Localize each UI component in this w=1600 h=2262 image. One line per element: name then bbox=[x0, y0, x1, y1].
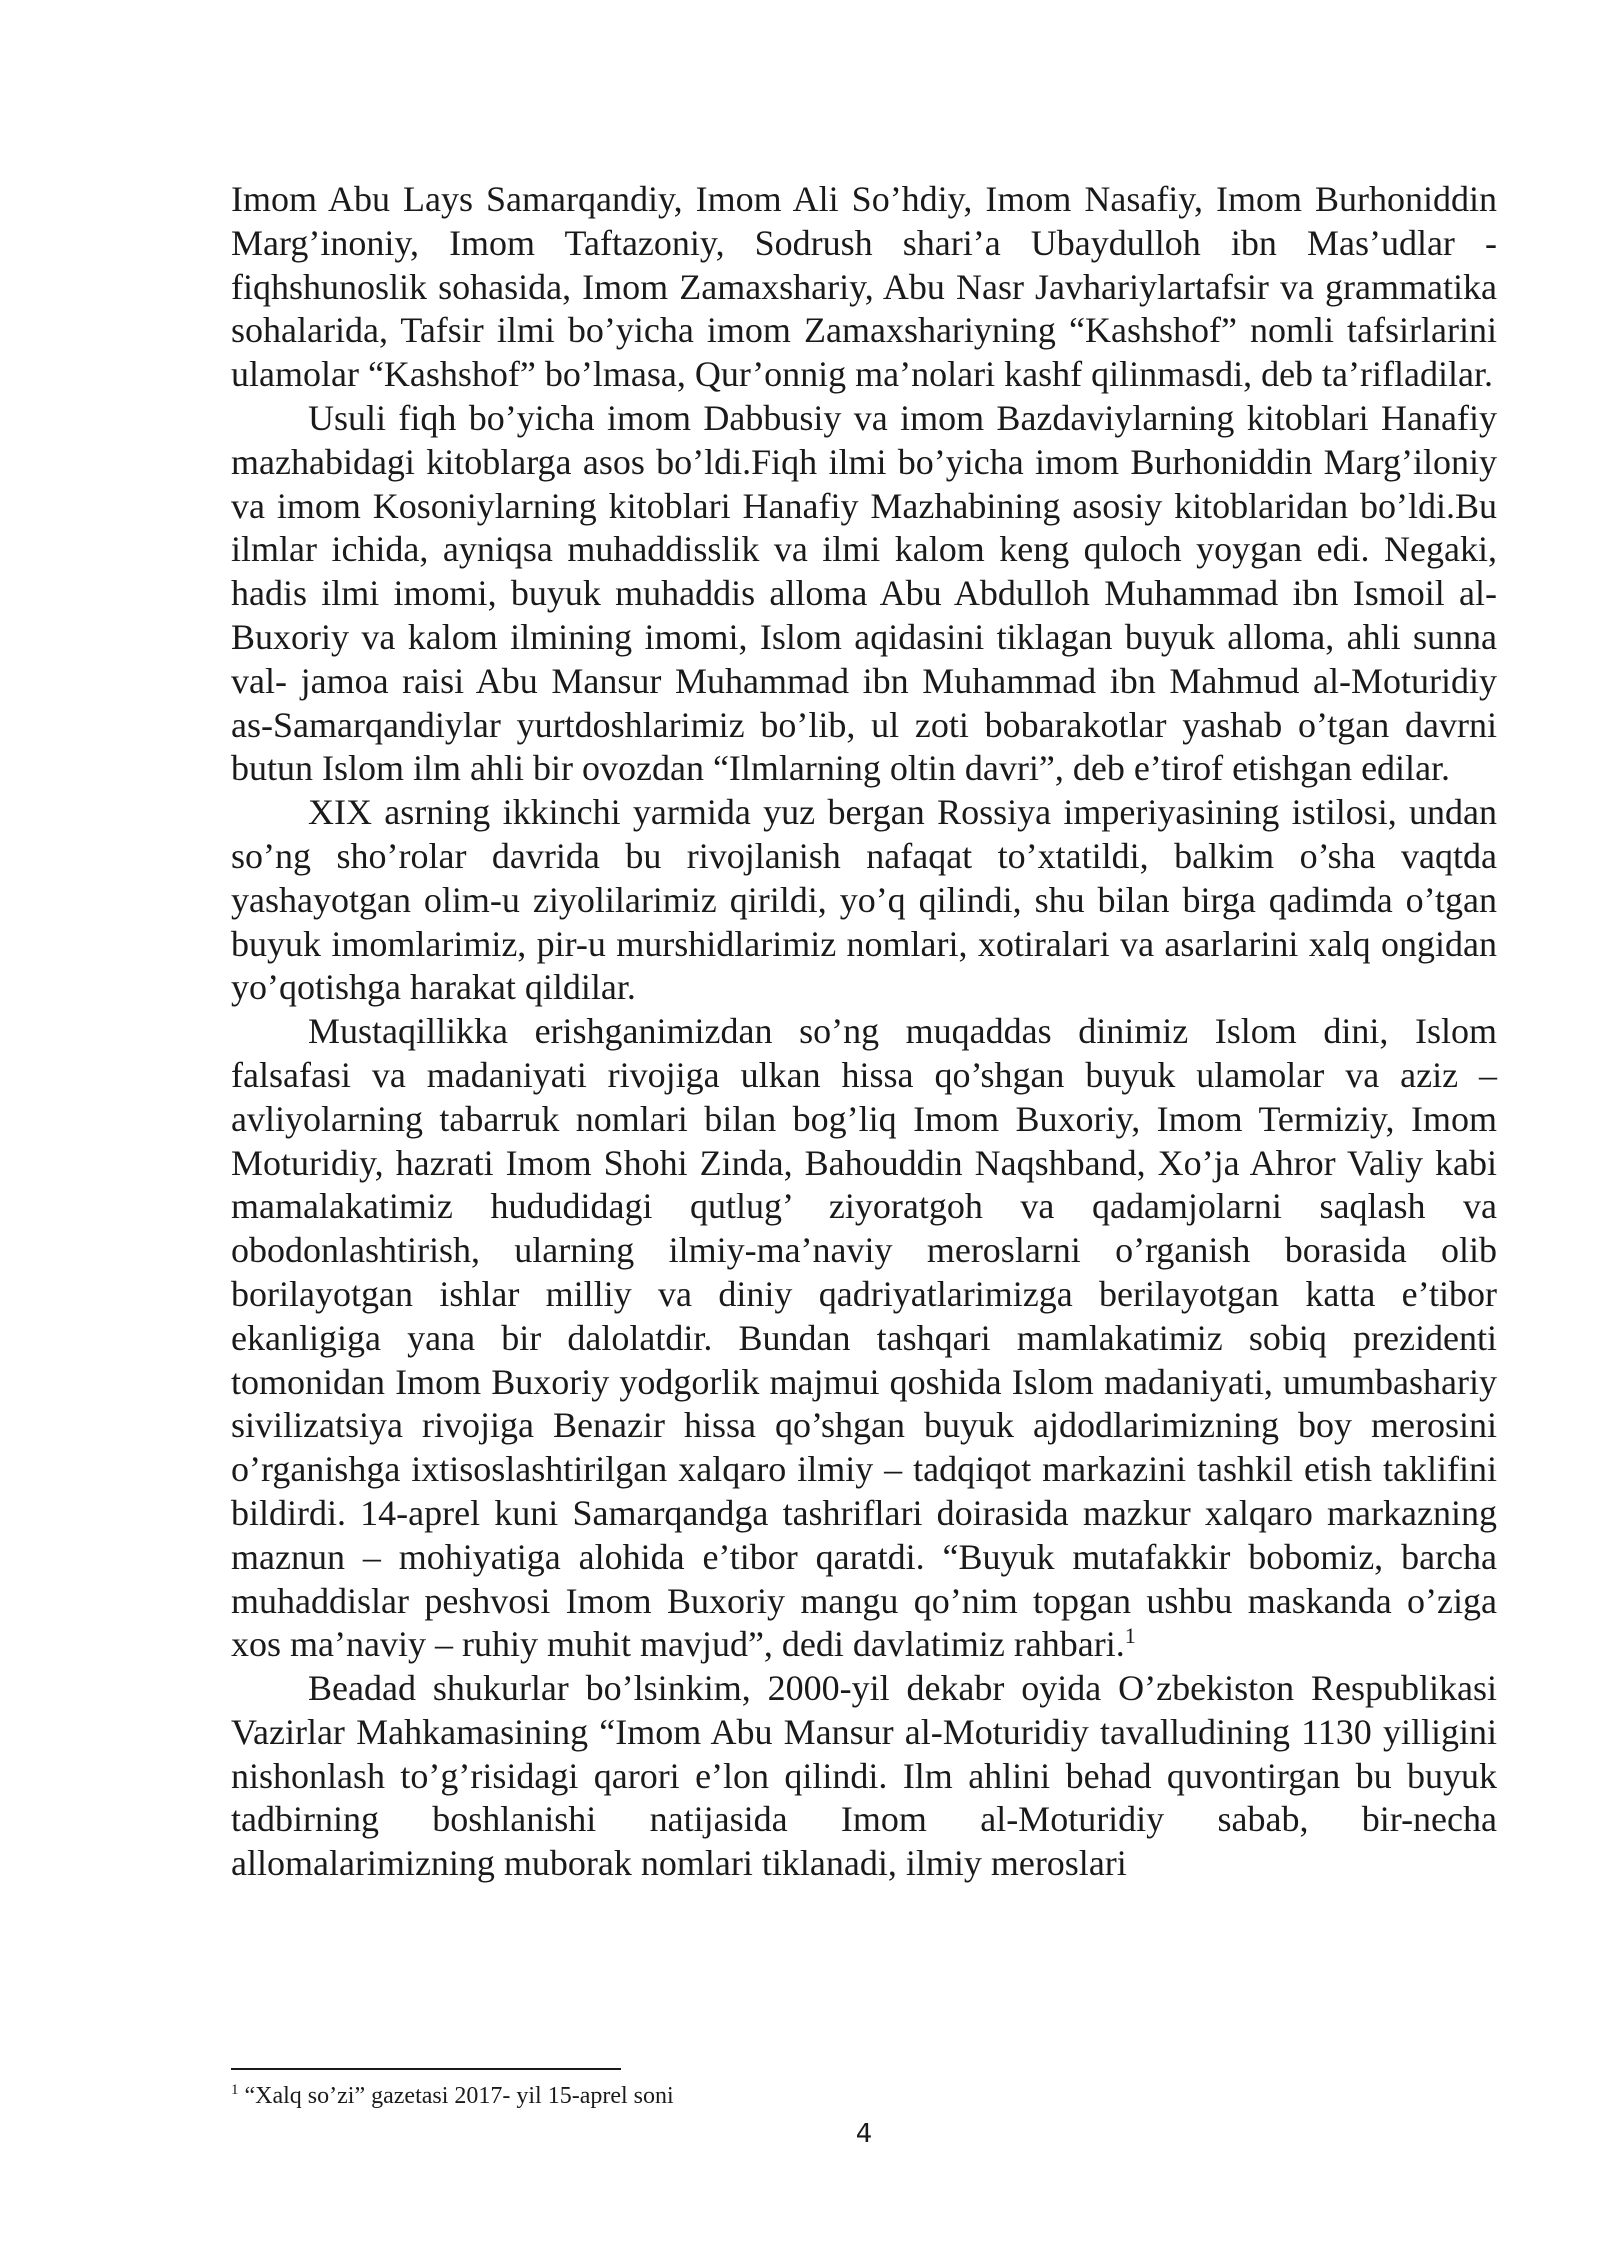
footnote-separator bbox=[231, 2068, 621, 2070]
footnote bbox=[231, 2081, 674, 2111]
page-number: 4 bbox=[855, 2119, 873, 2149]
document-body bbox=[231, 178, 1497, 1886]
paragraph-1: Imom Abu Lays Samarqandiy, Imom Ali So’hdiy, Imom Nasafiy, Imom Burhoniddin Marg’inoniy, Imom Taftazoniy, Sodrush shari’a Ubaydulloh ibn Mas’udlar - fiqhshunoslik sohasida, Imom Zamaxshariy, Abu Nasr Javhariylartafsir va grammatika sohalarida, Tafsir ilmi bo’yicha imom Zamaxshariyning “Kashshof” nomli tafsirlarini ulamolar “Kashshof” bo’lmasa, Qur’onnig ma’nolari kashf qilinmasdi, deb ta’rifladilar. bbox=[231, 179, 1497, 395]
paragraph-4 bbox=[231, 1010, 1497, 1667]
footnote-marker: 1 bbox=[231, 2082, 239, 2098]
footnote-reference: 1 bbox=[1124, 1623, 1136, 1649]
footnote-text: “Xalq so’zi” gazetasi 2017- yil 15-aprel soni bbox=[238, 2083, 674, 2109]
paragraph-3: XIX asrning ikkinchi yarmida yuz bergan Rossiya imperiyasining istilosi, undan so’ng sho’rolar davrida bu rivojlanish nafaqat to’xtatildi, balkim o’sha vaqtda yashayotgan olim-u ziyolilarimiz qirildi, yo’q qilindi, shu bilan birga qadimda o’tgan buyuk imomlarimiz, pir-u murshidlarimiz nomlari, xotiralari va asarlarini xalq ongidan yo’qotishga harakat qildilar. bbox=[231, 792, 1497, 1008]
paragraph-4-text: Mustaqillikka erishganimizdan so’ng muqaddas dinimiz Islom dini, Islom falsafasi va madaniyati rivojiga ulkan hissa qo’shgan buyuk ulamolar va aziz – avliyolarning tabarruk nomlari bilan bog’liq Imom Buxoriy, Imom Termiziy, Imom Moturidiy, hazrati Imom Shohi Zinda, Bahouddin Naqshband, Xo’ja Ahror Valiy kabi mamalakatimiz hududidagi qutlug’ ziyoratgoh va qadamjolarni saqlash va obodonlashtirish, ularning ilmiy-ma’naviy meroslarni o’rganish borasida olib borilayotgan ishlar milliy va diniy qadriyatlarimizga berilayotgan katta e’tibor ekanligiga yana bir dalolatdir. Bundan tashqari mamlakatimiz sobiq prezidenti tomonidan Imom Buxoriy yodgorlik majmui qoshida Islom madaniyati, umumbashariy sivilizatsiya rivojiga Benazir hissa qo’shgan buyuk ajdodlarimizning boy merosini o’rganishga ixtisoslashtirilgan xalqaro ilmiy – tadqiqot markazini tashkil etish taklifini bildirdi. 14-aprel kuni Samarqandga tashriflari doirasida mazkur xalqaro markazning maznun – mohiyatiga alohida e’tibor qaratdi. “Buyuk mutafakkir bobomiz, barcha muhaddislar peshvosi Imom Buxoriy mangu qo’nim topgan ushbu maskanda o’ziga xos ma’naviy – ruhiy muhit mavjud”, dedi davlatimiz rahbari. bbox=[231, 1011, 1497, 1665]
paragraph-5: Beadad shukurlar bo’lsinkim, 2000-yil dekabr oyida O’zbekiston Respublikasi Vazirlar Mahkamasining “Imom Abu Mansur al-Moturidiy tavalludining 1130 yilligini nishonlash to’g’risidagi qarori e’lon qilindi. Ilm ahlini behad quvontirgan bu buyuk tadbirning boshlanishi natijasida Imom al-Moturidiy sabab, bir-necha allomalarimizning muborak nomlari tiklanadi, ilmiy meroslari bbox=[231, 1668, 1497, 1884]
paragraph-2: Usuli fiqh bo’yicha imom Dabbusiy va imom Bazdaviylarning kitoblari Hanafiy mazhabidagi kitoblarga asos bo’ldi.Fiqh ilmi bo’yicha imom Burhoniddin Marg’iloniy va imom Kosoniylarning kitoblari Hanafiy Mazhabining asosiy kitoblaridan bo’ldi.Bu ilmlar ichida, ayniqsa muhaddisslik va ilmi kalom keng quloch yoygan edi. Negaki, hadis ilmi imomi, buyuk muhaddis alloma Abu Abdulloh Muhammad ibn Ismoil al-Buxoriy va kalom ilmining imomi, Islom aqidasini tiklagan buyuk alloma, ahli sunna val- jamoa raisi Abu Mansur Muhammad ibn Muhammad ibn Mahmud al-Moturidiy as-Samarqandiylar yurtdoshlarimiz bo’lib, ul zoti bobarakotlar yashab o’tgan davrni butun Islom ilm ahli bir ovozdan “Ilmlarning oltin davri”, deb e’tirof etishgan edilar. bbox=[231, 397, 1497, 789]
